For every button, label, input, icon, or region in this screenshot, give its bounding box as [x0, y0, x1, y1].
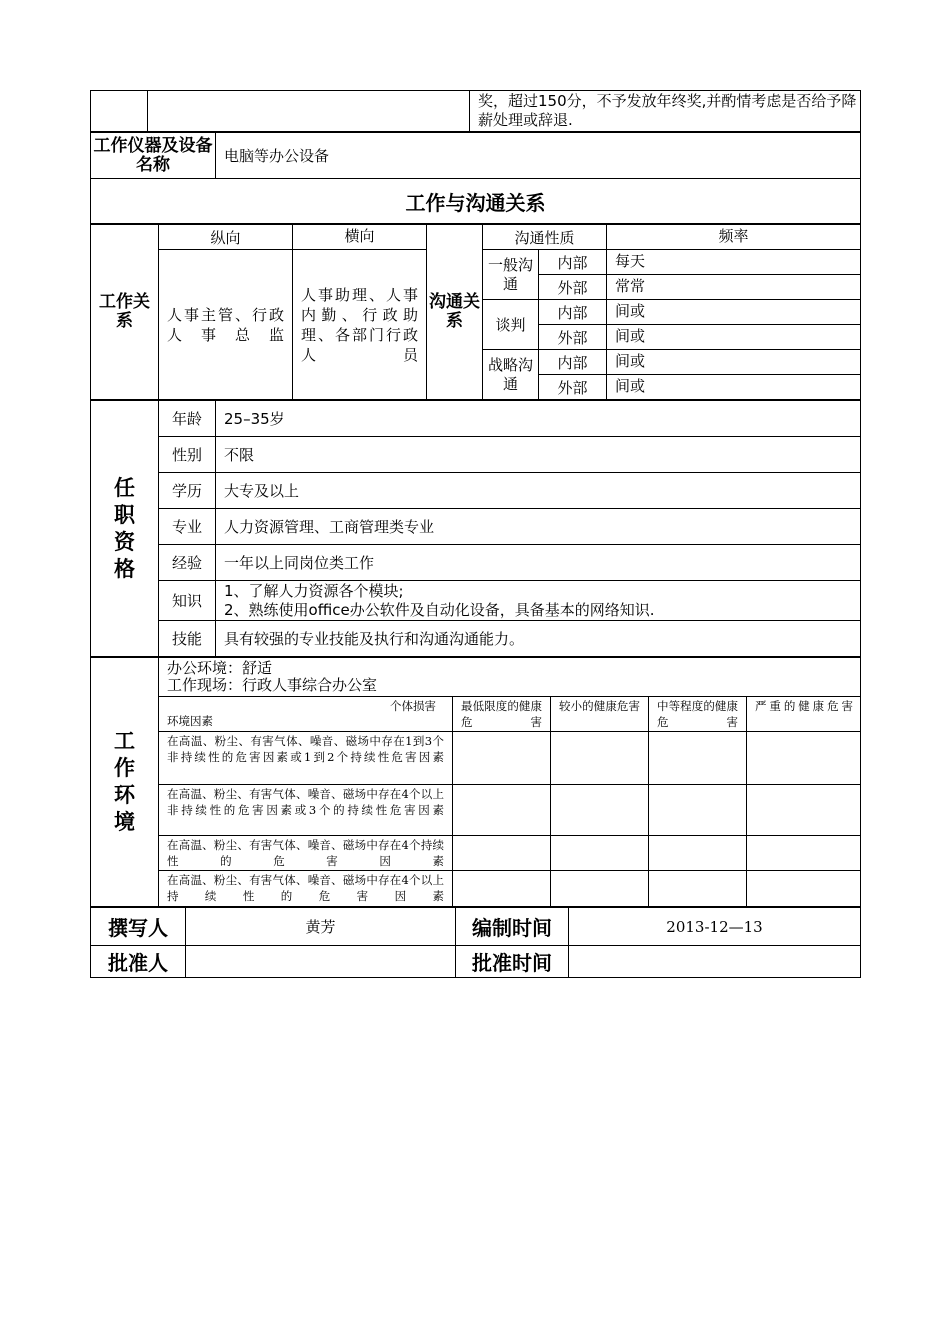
comm-scope: 外部 [539, 325, 607, 350]
empty-cell [148, 91, 470, 132]
hazard-factor: 在高温、粉尘、有害气体、噪音、磁场中存在4个持续性的危害因素 [159, 836, 453, 871]
hazard-factor: 在高温、粉尘、有害气体、噪音、磁场中存在4个以上非持续性的危害因素或3个的持续性危害因素 [159, 785, 453, 836]
comm-frequency: 每天 [607, 250, 861, 275]
comm-type: 战略沟通 [483, 350, 539, 400]
qual-key: 专业 [159, 509, 216, 545]
comm-scope: 外部 [539, 275, 607, 300]
hazard-column-header: 严重的健康危害 [747, 697, 861, 732]
comm-frequency: 常常 [607, 275, 861, 300]
date-value: 2013-12—13 [569, 908, 861, 946]
section-title-communication: 工作与沟通关系 [91, 179, 861, 224]
work-site: 工作现场：行政人事综合办公室 [167, 676, 378, 694]
comm-scope: 内部 [539, 350, 607, 375]
comm-relations-label: 沟通关系 [427, 225, 483, 400]
hazard-factor: 在高温、粉尘、有害气体、噪音、磁场中存在4个以上持续性的危害因素 [159, 871, 453, 907]
qual-value: 人力资源管理、工商管理类专业 [216, 509, 861, 545]
hazard-column-header: 最低限度的健康危害 [453, 697, 551, 732]
approve-date-value [569, 946, 861, 978]
hazard-cell [649, 732, 747, 785]
date-label: 编制时间 [456, 908, 569, 946]
diagonal-header [159, 697, 453, 732]
hazard-cell [453, 836, 551, 871]
hazard-cell [747, 785, 861, 836]
qual-value: 一年以上同岗位类工作 [216, 545, 861, 581]
hazard-cell [453, 785, 551, 836]
environment-cell [159, 658, 861, 907]
empty-cell [91, 91, 148, 132]
vertical-value: 人事主管、行政人事总监 [159, 250, 293, 400]
hazard-cell [551, 836, 649, 871]
hazard-column-header: 中等程度的健康危害 [649, 697, 747, 732]
diag-top: 个体损害 [390, 699, 436, 713]
diag-bottom: 环境因素 [167, 714, 213, 728]
qual-key: 性别 [159, 437, 216, 473]
hazard-cell [551, 785, 649, 836]
comm-type: 谈判 [483, 300, 539, 350]
approve-date-label: 批准时间 [456, 946, 569, 978]
office-environment: 办公环境：舒适 [167, 659, 273, 677]
hazard-cell [649, 785, 747, 836]
qual-key: 年龄 [159, 401, 216, 437]
work-relations-label: 工作关系 [91, 225, 159, 400]
comm-scope: 内部 [539, 250, 607, 275]
knowledge-line: 1、了解人力资源各个模块; [224, 581, 404, 600]
comm-frequency: 间或 [607, 300, 861, 325]
hazard-cell [747, 871, 861, 907]
hazard-cell [551, 732, 649, 785]
qual-key: 经验 [159, 545, 216, 581]
hazard-cell [453, 732, 551, 785]
hazard-table [159, 696, 861, 907]
comm-type: 一般沟通 [483, 250, 539, 300]
hazard-cell [649, 836, 747, 871]
hazard-cell [453, 871, 551, 907]
equipment-value: 电脑等办公设备 [216, 133, 861, 179]
approver-value [186, 946, 456, 978]
hazard-factor: 在高温、粉尘、有害气体、噪音、磁场中存在1到3个非持续性的危害因素或1到2个持续性危害因素 [159, 732, 453, 785]
job-description-table [90, 90, 860, 978]
qual-value: 大专及以上 [216, 473, 861, 509]
author-label: 撰写人 [91, 908, 186, 946]
vertical-header: 纵向 [159, 225, 293, 250]
penalty-text: 奖，超过150分，不予发放年终奖,并酌情考虑是否给予降薪处理或辞退. [470, 91, 861, 132]
comm-frequency: 间或 [607, 325, 861, 350]
horizontal-value: 人事助理、人事内勤、行政助理、各部门行政人员 [293, 250, 427, 400]
qual-key: 知识 [159, 581, 216, 621]
qual-value: 不限 [216, 437, 861, 473]
approver-label: 批准人 [91, 946, 186, 978]
comm-scope: 外部 [539, 375, 607, 400]
qual-value [216, 581, 861, 621]
qualifications-label: 任职资格 [91, 401, 159, 657]
hazard-cell [747, 732, 861, 785]
nature-header: 沟通性质 [483, 225, 607, 250]
environment-label: 工作环境 [91, 658, 159, 907]
equipment-label: 工作仪器及设备名称 [91, 133, 216, 179]
comm-frequency: 间或 [607, 350, 861, 375]
qual-key: 技能 [159, 621, 216, 657]
horizontal-header: 横向 [293, 225, 427, 250]
knowledge-line: 2、熟练使用office办公软件及自动化设备，具备基本的网络知识. [224, 600, 655, 619]
comm-scope: 内部 [539, 300, 607, 325]
hazard-cell [747, 836, 861, 871]
hazard-cell [649, 871, 747, 907]
qual-value: 具有较强的专业技能及执行和沟通沟通能力。 [216, 621, 861, 657]
hazard-cell [551, 871, 649, 907]
comm-frequency: 间或 [607, 375, 861, 400]
qual-key: 学历 [159, 473, 216, 509]
qual-value: 25–35岁 [216, 401, 861, 437]
author-value: 黄芳 [186, 908, 456, 946]
frequency-header: 频率 [607, 225, 861, 250]
hazard-column-header: 较小的健康危害 [551, 697, 649, 732]
